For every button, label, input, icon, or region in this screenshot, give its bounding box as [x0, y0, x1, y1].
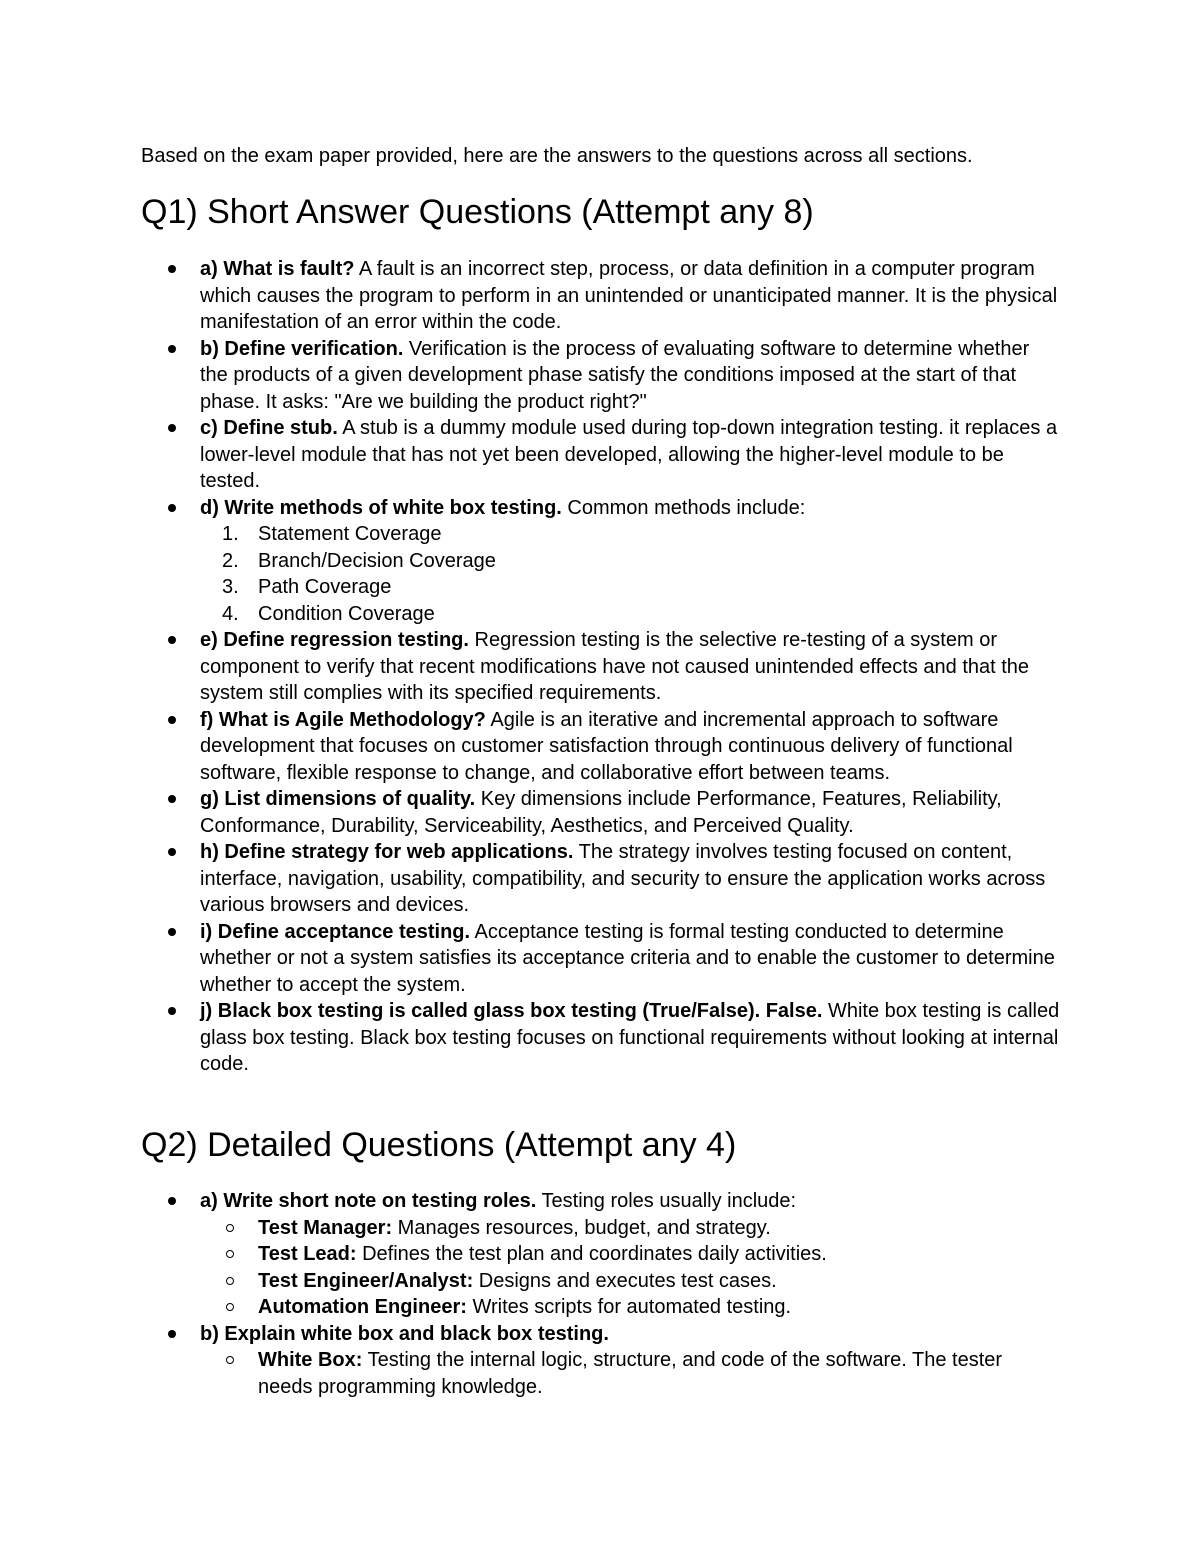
- circle-bullet-icon: [226, 1250, 234, 1258]
- list-item: [0, 786, 1060, 839]
- list-item: [0, 627, 1060, 707]
- question-label: a) Write short note on testing roles.: [200, 1190, 537, 1212]
- box-testing-list: [200, 1347, 1060, 1400]
- role-label: Test Lead:: [258, 1243, 357, 1265]
- answer-text: A fault is an incorrect step, process, or data definition in a computer program which causes the program to perform in an unintended or unanticipated manner. It is the physical manifestation of an error within the code.: [200, 258, 1058, 333]
- list-item: [0, 256, 1060, 336]
- list-item: [0, 919, 1060, 999]
- question-label: b) Define verification.: [200, 337, 404, 360]
- question-label: e) Define regression testing.: [200, 629, 469, 651]
- list-item: [0, 415, 1060, 495]
- sub-list-item: [200, 1215, 1060, 1242]
- role-text: Writes scripts for automated testing.: [466, 1296, 792, 1318]
- bullet-icon: [168, 716, 176, 724]
- numbered-item: [200, 574, 1060, 601]
- q2-answer-list: [0, 1188, 1060, 1400]
- item-number: 3.: [222, 576, 239, 598]
- bullet-icon: [168, 1197, 176, 1205]
- question-label: h) Define strategy for web applications.: [200, 841, 574, 863]
- item-text: Statement Coverage: [258, 523, 442, 545]
- bullet-icon: [168, 345, 176, 353]
- bullet-icon: [168, 848, 176, 856]
- question-label: c) Define stub.: [200, 417, 338, 439]
- bullet-icon: [168, 504, 176, 512]
- answer-text: Acceptance testing is formal testing conducted to determine whether or not a system satisfies its acceptance criteria and to enable the customer to determine whether to accept the system.: [200, 920, 1055, 996]
- question-label: f) What is Agile Methodology?: [200, 708, 486, 731]
- bullet-icon: [168, 1330, 176, 1338]
- item-number: 1.: [222, 523, 239, 545]
- role-text: Manages resources, budget, and strategy.: [392, 1216, 771, 1239]
- answer-text: Testing roles usually include:: [536, 1190, 797, 1212]
- role-label: Test Engineer/Analyst:: [258, 1269, 474, 1292]
- numbered-item: [200, 601, 1060, 628]
- bullet-icon: [168, 1007, 176, 1015]
- sub-list-item: [200, 1294, 1060, 1321]
- item-number: 4.: [222, 602, 239, 625]
- answer-text: The strategy involves testing focused on content, interface, navigation, usability, compatibility, and security to ensure the application works across various browsers and devices.: [200, 841, 1046, 916]
- question-label: b) Explain white box and black box testing.: [200, 1322, 609, 1345]
- question-label: j) Black box testing is called glass box testing (True/False). False.: [200, 1000, 823, 1022]
- answer-text: Regression testing is the selective re-testing of a system or component to verify that recent modifications have not caused unintended effects and that the system still complies with its specified requirements.: [200, 629, 1030, 704]
- list-item: [0, 495, 1060, 628]
- answer-text: Common methods include:: [561, 496, 806, 519]
- numbered-item: [200, 548, 1060, 575]
- term-label: White Box:: [258, 1349, 363, 1371]
- bullet-icon: [168, 424, 176, 432]
- q1-heading: Q1) Short Answer Questions (Attempt any 8): [141, 193, 814, 231]
- sub-list-item: [200, 1241, 1060, 1268]
- answer-text: A stub is a dummy module used during top-down integration testing. it replaces a lower-level module that has not yet been developed, allowing the higher-level module to be tested.: [200, 417, 1058, 492]
- item-text: Condition Coverage: [258, 602, 435, 625]
- item-text: Path Coverage: [258, 576, 392, 598]
- bullet-icon: [168, 636, 176, 644]
- circle-bullet-icon: [226, 1303, 234, 1311]
- q2-heading: Q2) Detailed Questions (Attempt any 4): [141, 1126, 737, 1164]
- bullet-icon: [168, 265, 176, 273]
- role-text: Designs and executes test cases.: [473, 1269, 777, 1292]
- item-text: Branch/Decision Coverage: [258, 549, 496, 572]
- item-number: 2.: [222, 549, 239, 572]
- list-item: [0, 998, 1060, 1078]
- list-item: [0, 839, 1060, 919]
- circle-bullet-icon: [226, 1224, 234, 1232]
- sub-list-item: [200, 1347, 1060, 1400]
- question-label: g) List dimensions of quality.: [200, 788, 476, 810]
- testing-roles-list: [200, 1215, 1060, 1321]
- question-label: a) What is fault?: [200, 258, 355, 280]
- sub-list-item: [200, 1268, 1060, 1295]
- answer-text: Verification is the process of evaluating software to determine whether the products of a given development phase satisfy the conditions imposed at the start of that phase. It asks: "Are we building the product right?": [200, 337, 1030, 413]
- circle-bullet-icon: [226, 1277, 234, 1285]
- role-label: Test Manager:: [258, 1216, 393, 1239]
- list-item: [0, 1321, 1060, 1401]
- answer-text: Agile is an iterative and incremental approach to software development that focuses on customer satisfaction through continuous delivery of functional software, flexible response to change, and collaborative effort between teams.: [200, 708, 1013, 784]
- white-box-methods-list: [200, 521, 1060, 627]
- list-item: [0, 1188, 1060, 1321]
- q1-answer-list: [0, 256, 1060, 1078]
- numbered-item: [200, 521, 1060, 548]
- role-label: Automation Engineer:: [258, 1296, 467, 1318]
- circle-bullet-icon: [226, 1356, 234, 1364]
- intro-text: Based on the exam paper provided, here are the answers to the questions across all sections.: [141, 145, 973, 167]
- role-text: Defines the test plan and coordinates daily activities.: [356, 1243, 827, 1265]
- list-item: [0, 336, 1060, 416]
- answer-text: Key dimensions include Performance, Features, Reliability, Conformance, Durability, Serviceability, Aesthetics, and Perceived Quality.: [200, 788, 1002, 837]
- list-item: [0, 707, 1060, 787]
- answer-text: White box testing is called glass box testing. Black box testing focuses on functional requirements without looking at internal code.: [200, 1000, 1060, 1075]
- bullet-icon: [168, 928, 176, 936]
- term-text: Testing the internal logic, structure, and code of the software. The tester needs programming knowledge.: [258, 1349, 1003, 1398]
- bullet-icon: [168, 795, 176, 803]
- question-label: i) Define acceptance testing.: [200, 920, 471, 943]
- question-label: d) Write methods of white box testing.: [200, 496, 562, 519]
